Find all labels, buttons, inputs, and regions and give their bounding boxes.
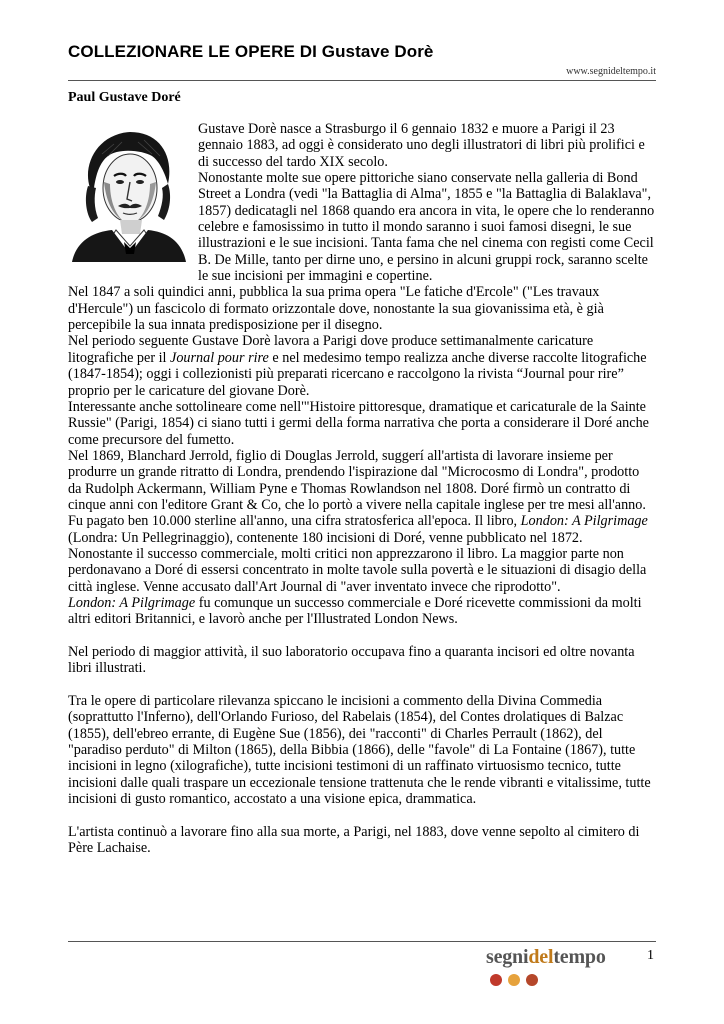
paragraph-laboratory: Nel periodo di maggior attività, il suo laboratorio occupava fino a quaranta incisori ed oltre novanta libri illustrati.: [68, 644, 635, 677]
logo-text-del: del: [528, 946, 554, 968]
paragraph-journal-text-b: e nel medesimo tempo realizza anche diverse raccolte litografiche (1847-1854); oggi i collezionisti più preparati ricercano e raccolgono la rivista “Journal pour rire” proprio per le caricature del giovane Dorè.: [68, 349, 647, 399]
paragraph-success-text: fu comunque un successo commerciale e Doré ricevette commissioni da molti altri editori Britannici, e lavorò anche per l'Illustrated London News.: [68, 594, 642, 628]
logo-dot-rust-icon: [526, 974, 538, 986]
segnideltempo-logo[interactable]: [486, 946, 626, 990]
logo-dot-orange-icon: [508, 974, 520, 986]
page-number: 1: [647, 948, 654, 963]
journal-title: Journal pour rire: [170, 349, 269, 366]
paragraph-london-text-a: Nel 1869, Blanchard Jerrold, figlio di Douglas Jerrold, suggerí all'artista di lavorare insieme per produrre un grande ritratto di Londra, prendendo l'ispirazione dal "Microcosmo di Londra", prodotto da Rudolph Ackermann, William Pyne e Thomas Rowlandson nel 1808. Doré firmò un contratto di cinque anni con l'editore Grant & Co, che lo portò a vivere nella capitale inglese per tre mesi all'anno. Fu pagato ben 10.000 sterline all'anno, una cifra stratosferica all'epoca. Il libro,: [68, 447, 646, 530]
paragraph-journal-text-a: Nel periodo seguente Gustave Dorè lavora a Parigi dove produce settimanalmente caricature litografiche per il: [68, 333, 594, 366]
paragraph-london-text-b: (Londra: Un Pellegrinaggio), contenente 180 incisioni di Doré, venne pubblicato nel 1872.: [68, 529, 583, 546]
paragraph-major-works: Tra le opere di particolare rilevanza spiccano le incisioni a commento della Divina Commedia (soprattutto l'Inferno), dell'Orlando Furioso, del Rabelais (1854), del Contes drolatiques di Balzac (1855), dell'ebreo errante, di Eugène Sue (1856), dei "racconti" di Charles Perrault (1862), del "paradiso perduto" di Milton (1865), della Bibbia (1866), delle "favole" di La Fontaine (1867), tutte incisioni in legno (xilografiche), tutte incisioni testimoni di un raffinato virtuosismo tecnico, tutte incisioni dalle quali traspare un eccezionale tensione trattenuta che le rende vibranti e vitalissime, tutte incisioni di gusto romantico, accostato a una visione epica, drammatica.: [68, 693, 651, 808]
article-body: [68, 121, 656, 856]
header-divider: [68, 80, 656, 81]
paragraph-london: [68, 448, 656, 546]
logo-dots: [490, 974, 538, 986]
paragraph-works: Nonostante molte sue opere pittoriche siano conservate nella galleria di Bond Street a Londra (vedi "la Battaglia di Alma", 1855 e "la Battaglia di Balaklava", 1857) dedicatagli nel 1868 quando era ancora in vita, le opere che lo renderanno celebre e famosissimo in tutto il mondo saranno i suoi famosi disegni, le sue illustrazioni e le sue incisioni. Tanta fama che nel cinema con registi come Cecil B. De Mille, tanto per dirne uno, e persino in alcuni gruppi rock, saranno scelte le sue incisioni per immagini e copertine.: [198, 170, 655, 285]
london-pilgrimage-title-2: London: A Pilgrimage: [68, 594, 196, 611]
paragraph-journal: [68, 333, 656, 398]
logo-text-segni: segni: [486, 946, 529, 968]
paragraph-histoire: Interessante anche sottolineare come nell'"Histoire pittoresque, dramatique et caricaturale de la Sainte Russie" (Parigi, 1854) ci siano tutti i germi della forma narrativa che porta a considerare il Doré anche come precursore del fumetto.: [68, 398, 649, 448]
paragraph-first-work: Nel 1847 a soli quindici anni, pubblica la sua prima opera "Le fatiche d'Ercole" ("Les travaux d'Hercule") un fascicolo di formato orizzontale dove, nonostante la sua giovanissima età, è già percepibile la sua innata predisposizione per il disegno.: [68, 284, 604, 334]
logo-wordmark: [486, 946, 626, 969]
paragraph-death: L'artista continuò a lavorare fino alla sua morte, a Parigi, nel 1883, dove venne sepolto al cimitero di Père Lachaise.: [68, 823, 640, 857]
portrait-engraving-icon: [68, 126, 190, 262]
article-subtitle: Paul Gustave Doré: [68, 90, 181, 105]
paragraph-critics: Nonostante il successo commerciale, molti critici non apprezzarono il libro. La maggior parte non perdonavano a Doré di essersi concentrato in molte tavole sulla povertà e le situazioni di disagio della città inglese. Venne accusato dall'Art Journal di "aver inventato invece che riprodotto".: [68, 545, 647, 595]
london-pilgrimage-title: London: A Pilgrimage: [520, 513, 648, 530]
paragraph-birth: Gustave Dorè nasce a Strasburgo il 6 gennaio 1832 e muore a Parigi il 23 gennaio 1883, ad oggi è considerato uno degli illustratori di libri più prolifici e di successo del tardo XIX secolo.: [198, 121, 645, 170]
footer-divider: [68, 941, 656, 942]
logo-dot-red-icon: [490, 974, 502, 986]
paragraph-success: [68, 595, 656, 628]
site-url[interactable]: www.segnideltempo.it: [566, 66, 656, 77]
page-title: COLLEZIONARE LE OPERE DI Gustave Dorè: [68, 42, 434, 61]
logo-text-tempo: tempo: [553, 946, 606, 968]
